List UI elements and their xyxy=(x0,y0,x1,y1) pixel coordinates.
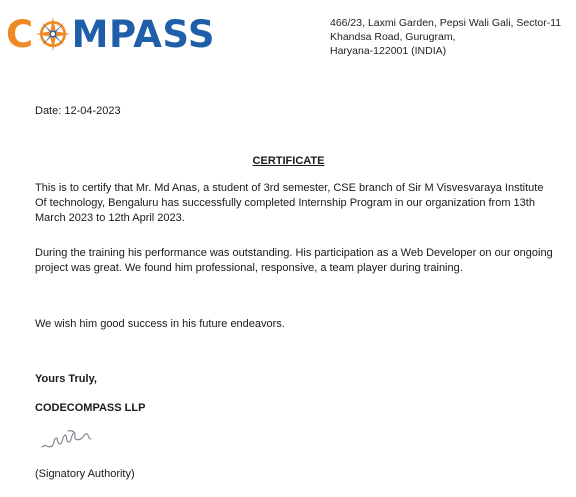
compass-logo xyxy=(6,12,215,56)
closing-salutation: Yours Truly, xyxy=(35,373,97,385)
logo-letter-c: C xyxy=(6,12,34,56)
company-address xyxy=(330,16,561,58)
company-name: CODECOMPASS LLP xyxy=(35,402,146,414)
compass-icon xyxy=(35,16,71,52)
handwritten-signature xyxy=(38,425,108,455)
certificate-title: CERTIFICATE xyxy=(252,155,325,167)
address-line-1: 466/23, Laxmi Garden, Pepsi Wali Gali, Sector-11 xyxy=(330,17,562,29)
certificate-paragraph-2: During the training his performance was outstanding. His participation as a Web Developer on our ongoing project was great. We found him professional, responsive, a team player during training. xyxy=(35,247,553,274)
letter-date: Date: 12-04-2023 xyxy=(35,105,121,117)
logo-text-rest: MPASS xyxy=(71,12,215,56)
certificate-paragraph-1: This is to certify that Mr. Md Anas, a student of 3rd semester, CSE branch of Sir M Visvesvaraya Institute Of technology, Bengaluru has successfully completed Internship Program in our organization from 13th March 2023 to 12th April 2023. xyxy=(35,182,544,224)
signatory-label: (Signatory Authority) xyxy=(35,468,135,480)
address-line-3: Haryana-122001 (INDIA) xyxy=(330,45,447,57)
certificate-paragraph-3: We wish him good success in his future endeavors. xyxy=(35,318,285,330)
address-line-2: Khandsa Road, Gurugram, xyxy=(330,31,456,43)
